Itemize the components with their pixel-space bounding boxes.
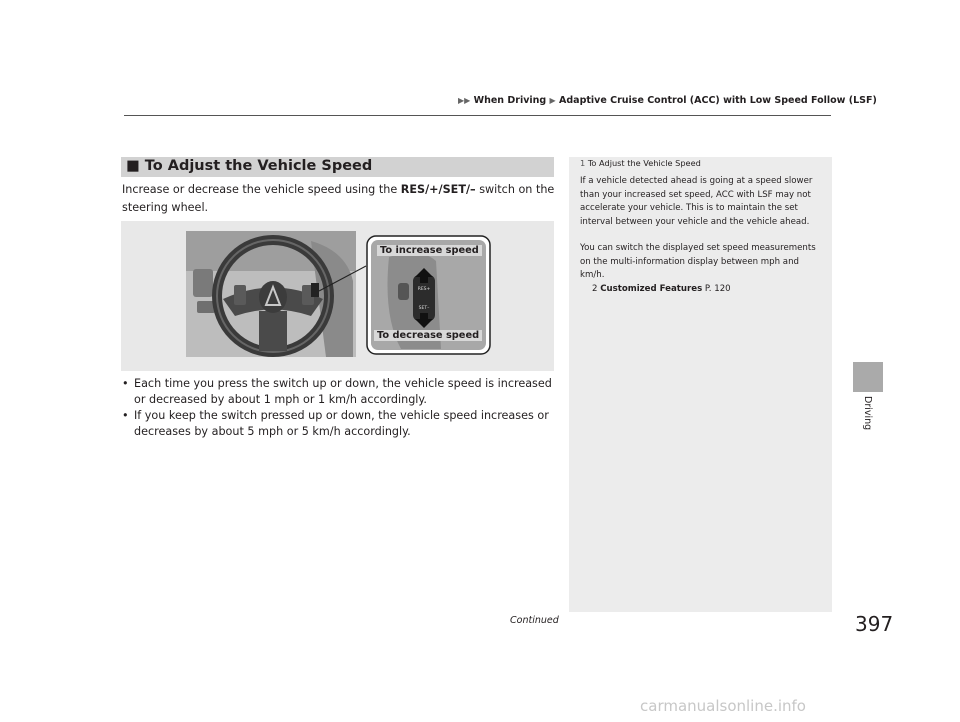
intro-text-before: Increase or decrease the vehicle speed using the bbox=[122, 183, 401, 196]
sidebar-paragraph-1: If a vehicle detected ahead is going at a speed slower than your increased set speed, ACC with LSF may not accelerate your vehicle. This is to maintain the set interval between your vehicle and the vehicle ahead. bbox=[580, 176, 813, 227]
callout-increase-speed: To increase speed bbox=[377, 245, 482, 256]
sidebar-text bbox=[580, 175, 826, 296]
bullet-text: If you keep the switch pressed up or down, the vehicle speed increases or decreases by about 5 mph or 5 km/h accordingly. bbox=[134, 409, 549, 438]
continued-label: Continued bbox=[510, 615, 559, 626]
section-marker-icon: ■ bbox=[126, 158, 140, 174]
steering-wheel-figure bbox=[121, 221, 554, 371]
bullet-icon: • bbox=[122, 409, 129, 422]
section-heading bbox=[126, 158, 372, 174]
switch-name: RES/+/SET/– bbox=[400, 183, 476, 196]
cross-reference-page: P. 120 bbox=[704, 283, 731, 294]
section-title: To Adjust the Vehicle Speed bbox=[144, 158, 373, 174]
watermark: carmanualsonline.info bbox=[640, 697, 806, 715]
sidebar-title bbox=[580, 158, 701, 168]
cross-reference-icon: 2 bbox=[592, 283, 598, 294]
breadcrumb-separator-icon: ▶ bbox=[549, 96, 556, 105]
chapter-tab-label: Driving bbox=[862, 396, 873, 431]
switch-res-label: RES+ bbox=[417, 287, 431, 292]
callout-decrease-speed: To decrease speed bbox=[374, 330, 482, 341]
cross-reference-link[interactable] bbox=[580, 283, 826, 297]
list-item bbox=[122, 376, 552, 408]
steering-wheel-illustration bbox=[121, 221, 554, 371]
list-item bbox=[122, 408, 552, 440]
chapter-tab[interactable] bbox=[853, 362, 883, 392]
bullet-text: Each time you press the switch up or down, the vehicle speed is increased or decreased by about 1 mph or 1 km/h accordingly. bbox=[134, 377, 552, 406]
bullet-list bbox=[122, 376, 552, 440]
header-rule bbox=[124, 115, 831, 116]
breadcrumb-item-acc[interactable]: Adaptive Cruise Control (ACC) with Low Speed Follow (LSF) bbox=[559, 95, 877, 106]
page-number: 397 bbox=[855, 612, 894, 636]
intro-text-after: switch on the steering wheel. bbox=[122, 183, 555, 214]
breadcrumb-arrows-icon: ▶▶ bbox=[458, 96, 471, 105]
intro-paragraph bbox=[122, 181, 556, 217]
breadcrumb bbox=[458, 95, 877, 106]
reference-icon: 1 bbox=[580, 158, 586, 168]
breadcrumb-item-when-driving[interactable]: When Driving bbox=[473, 95, 547, 106]
sidebar-paragraph-2: You can switch the displayed set speed measurements on the multi-information display between mph and km/h. bbox=[580, 243, 816, 280]
sidebar-title-text: To Adjust the Vehicle Speed bbox=[587, 158, 701, 168]
switch-set-label: SET– bbox=[418, 306, 430, 311]
bullet-icon: • bbox=[122, 377, 129, 390]
cross-reference-label: Customized Features bbox=[600, 283, 703, 294]
